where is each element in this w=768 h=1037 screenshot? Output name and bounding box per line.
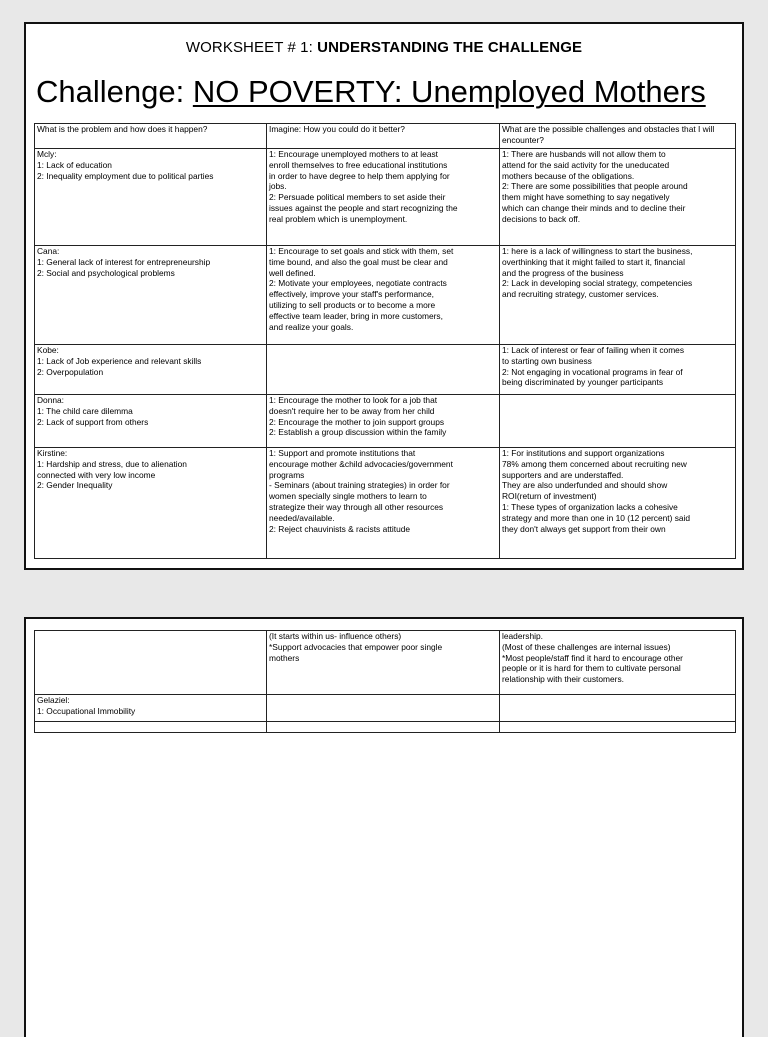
cell-line: they don't always get support from their own (502, 523, 666, 534)
cell-line: 1: Lack of Job experience and relevant skills (37, 355, 202, 366)
table-cell (500, 395, 736, 448)
cell-line: 1: These types of organization lacks a cohesive (502, 501, 678, 512)
challenge-heading (36, 74, 706, 110)
cell-line: them might have something to say negatively (502, 192, 670, 203)
cell-line: 2: Reject chauvinists & racists attitude (269, 523, 411, 534)
table-cell (35, 395, 267, 448)
table-cell (500, 631, 736, 695)
cell-line: 2: Encourage the mother to join support groups (269, 416, 445, 427)
cell-line: mothers because of the obligations. (502, 170, 635, 181)
table-cell (267, 345, 500, 395)
table-cell (267, 448, 500, 559)
worksheet-title-text: UNDERSTANDING THE CHALLENGE (317, 39, 583, 56)
table-row (35, 345, 736, 395)
cell-line: Kobe: (37, 345, 59, 355)
table-cell (267, 631, 500, 695)
table-row (35, 722, 736, 733)
table-cell (35, 631, 267, 695)
cell-line: 2: Establish a group discussion within the family (269, 427, 447, 438)
cell-line: jobs. (269, 181, 287, 192)
cell-line: 1: Lack of interest or fear of failing when it comes (502, 345, 685, 355)
worksheet-title (26, 39, 742, 56)
cell-line: 2: Lack of support from others (37, 416, 149, 427)
worksheet-page-1 (24, 22, 744, 570)
table-row (35, 246, 736, 345)
challenge-table-body (35, 124, 736, 559)
cell-line: ROI(return of investment) (502, 491, 597, 502)
cell-line: mothers (269, 652, 300, 663)
cell-line: programs (269, 469, 305, 480)
header-imagine (267, 124, 500, 149)
cell-line: 78% among them concerned about recruiting new (502, 458, 687, 469)
table-cell (267, 246, 500, 345)
cell-line: 1: Hardship and stress, due to alienation (37, 458, 187, 469)
cell-line: in order to have degree to help them applying for (269, 170, 450, 181)
cell-line: 2: Overpopulation (37, 366, 104, 377)
header-problem (35, 124, 267, 149)
cell-line: enroll themselves to free educational institutions (269, 159, 448, 170)
cell-line: Donna: (37, 395, 65, 405)
table-cell (500, 345, 736, 395)
header-challenges-text: What are the possible challenges and obstacles that I will encounter? (502, 124, 715, 145)
challenge-name: NO POVERTY: Unemployed Mothers (192, 74, 706, 109)
cell-line: - Seminars (about training strategies) in order for (269, 480, 450, 491)
cell-line: 1: Occupational Immobility (37, 705, 136, 716)
cell-line: leadership. (502, 631, 543, 641)
table-cell (35, 345, 267, 395)
table-cell (500, 149, 736, 246)
cell-line: supporters and are understaffed. (502, 469, 624, 480)
cell-line: attend for the said activity for the uneducated (502, 159, 670, 170)
cell-line: overthinking that it might failed to start it, financial (502, 256, 685, 267)
cell-line: to starting own business (502, 355, 592, 366)
table-row (35, 695, 736, 722)
cell-line: 2: There are some possibilities that people around (502, 181, 688, 192)
cell-line: 1: There are husbands will not allow them to (502, 149, 666, 159)
cell-line: 1: The child care dilemma (37, 405, 133, 416)
cell-line: needed/available. (269, 512, 335, 523)
table-cell (35, 695, 267, 722)
cell-line: 2: Persuade political members to set aside their (269, 192, 446, 203)
cell-line: 2: Lack in developing social strategy, competencies (502, 278, 693, 289)
cell-line: 2: Motivate your employees, negotiate contracts (269, 278, 447, 289)
table-cell (500, 722, 736, 733)
cell-line: real problem which is unemployment. (269, 213, 408, 224)
header-imagine-text: Imagine: How you could do it better? (269, 124, 405, 134)
cell-line: 2: Inequality employment due to political parties (37, 170, 214, 181)
cell-line: Kirstine: (37, 448, 68, 458)
cell-line: strategy and more than one in 10 (12 percent) said (502, 512, 691, 523)
cell-line: *Support advocacies that empower poor single (269, 641, 443, 652)
cell-line: Gelaziel: (37, 695, 70, 705)
cell-line: 2: Gender Inequality (37, 480, 113, 491)
table-cell (35, 722, 267, 733)
table-row (35, 149, 736, 246)
table-cell (267, 722, 500, 733)
cell-line: and the progress of the business (502, 267, 624, 278)
worksheet-label: WORKSHEET # 1: (185, 39, 313, 56)
challenge-prefix: Challenge: (36, 74, 185, 109)
cell-line: and recruiting strategy, customer services. (502, 289, 659, 300)
table-cell (267, 695, 500, 722)
worksheet-page-2 (24, 617, 744, 1037)
challenge-table-continued (34, 630, 736, 733)
header-problem-text: What is the problem and how does it happen? (37, 124, 208, 134)
cell-line: 1: here is a lack of willingness to start the business, (502, 246, 693, 256)
cell-line: and realize your goals. (269, 321, 354, 332)
table-cell (500, 246, 736, 345)
cell-line: 2: Not engaging in vocational programs in fear of (502, 366, 683, 377)
cell-line: decisions to back off. (502, 213, 581, 224)
cell-line: doesn't require her to be away from her child (269, 405, 435, 416)
cell-line: 1: Encourage the mother to look for a job that (269, 395, 438, 405)
table-cell (35, 448, 267, 559)
cell-line: which can change their minds and to decline their (502, 202, 686, 213)
cell-line: 1: Lack of education (37, 159, 112, 170)
cell-line: encourage mother &child advocacies/government (269, 458, 453, 469)
table-cell (267, 149, 500, 246)
challenge-table-continued-body (35, 631, 736, 733)
table-cell (267, 395, 500, 448)
table-cell (500, 695, 736, 722)
cell-line: issues against the people and start recognizing the (269, 202, 458, 213)
cell-line: (Most of these challenges are internal issues) (502, 641, 671, 652)
table-row (35, 395, 736, 448)
cell-line: relationship with their customers. (502, 674, 624, 685)
cell-line: 1: For institutions and support organizations (502, 448, 665, 458)
table-header-row (35, 124, 736, 149)
cell-line: 1: Encourage to set goals and stick with them, set (269, 246, 454, 256)
cell-line: 2: Social and psychological problems (37, 267, 175, 278)
challenge-table (34, 123, 736, 559)
cell-line: Cana: (37, 246, 60, 256)
cell-line: 1: Support and promote institutions that (269, 448, 416, 458)
cell-line: connected with very low income (37, 469, 156, 480)
cell-line: people or it is hard for them to cultivate personal (502, 663, 681, 674)
cell-line: *Most people/staff find it hard to encourage other (502, 652, 683, 663)
cell-line: They are also underfunded and should show (502, 480, 668, 491)
cell-line: women specially single mothers to learn to (269, 491, 427, 502)
cell-line: time bound, and also the goal must be clear and (269, 256, 448, 267)
table-row (35, 448, 736, 559)
cell-line: 1: General lack of interest for entrepreneurship (37, 256, 211, 267)
header-challenges (500, 124, 736, 149)
cell-line: (It starts within us- influence others) (269, 631, 402, 641)
cell-line: utilizing to sell products or to become a more (269, 299, 436, 310)
cell-line: well defined. (269, 267, 316, 278)
cell-line: strategize their way through all other resources (269, 501, 444, 512)
table-cell (35, 149, 267, 246)
table-row (35, 631, 736, 695)
cell-line: Mcly: (37, 149, 57, 159)
table-cell (500, 448, 736, 559)
cell-line: effective team leader, bring in more customers, (269, 310, 443, 321)
cell-line: being discriminated by younger participants (502, 377, 664, 388)
cell-line: 1: Encourage unemployed mothers to at least (269, 149, 438, 159)
cell-line: effectively, improve your staff's performance, (269, 289, 434, 300)
table-cell (35, 246, 267, 345)
